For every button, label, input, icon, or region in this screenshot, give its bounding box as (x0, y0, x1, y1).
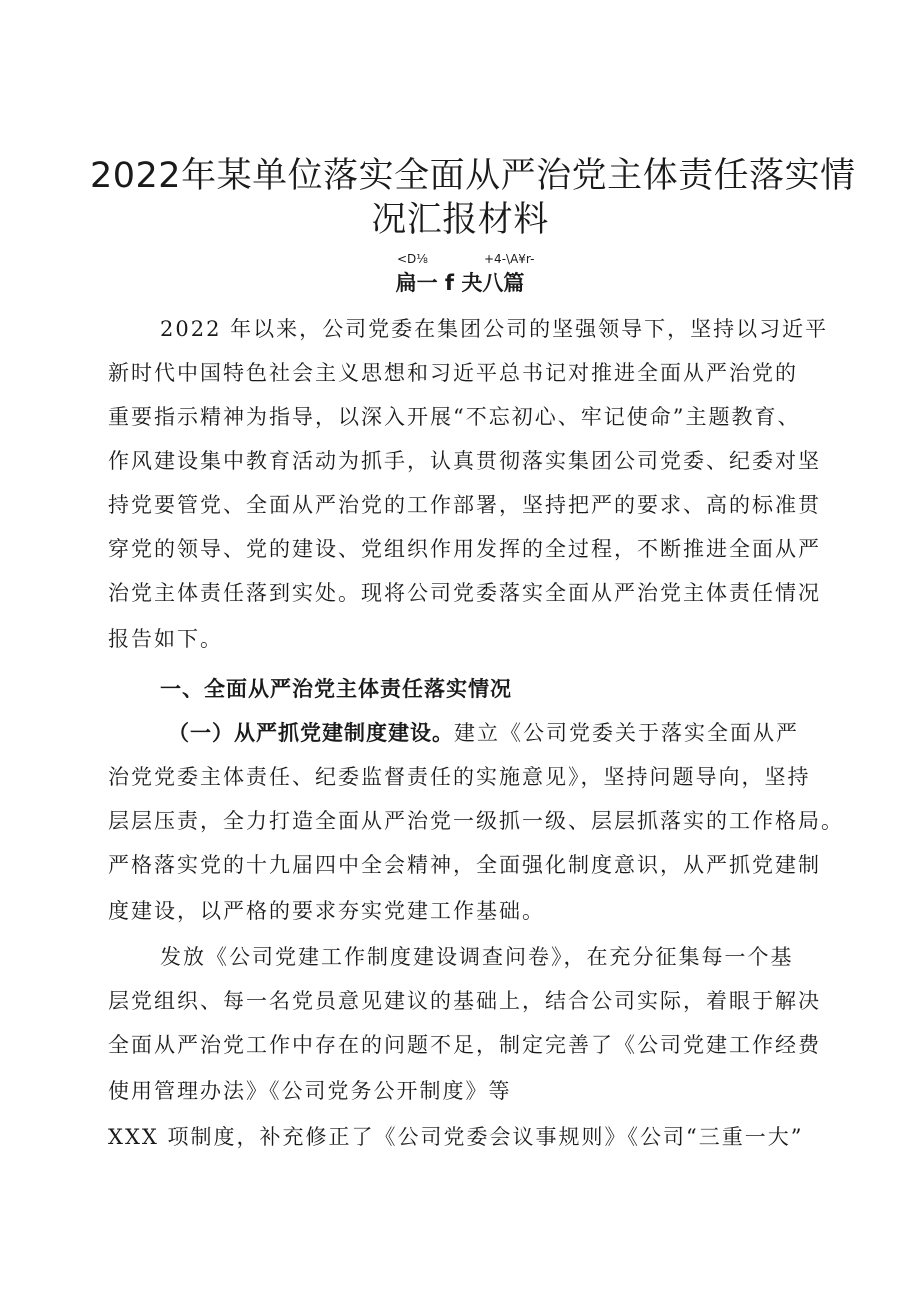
body-line: XXX 项制度，补充修正了《公司党委会议事规则》《公司“三重一大” (108, 1125, 804, 1149)
body-line: 使用管理办法》《公司党务公开制度》等 (108, 1079, 512, 1103)
body-line: 全面从严治党工作中存在的问题不足，制定完善了《公司党建工作经费 (108, 1033, 821, 1057)
document-subtitle: 扁一 f 夬八篇 (395, 271, 525, 295)
body-line: 发放《公司党建工作制度建设调查问卷》，在充分征集每一个基 (160, 945, 794, 969)
body-line: 作风建设集中教育活动为抓手，认真贯彻落实集团公司党委、纪委对坚 (108, 449, 821, 473)
body-line: 2022 年以来，公司党委在集团公司的坚强领导下，坚持以习近平 (160, 317, 829, 341)
document-title-line-1: 2022年某单位落实全面从严治党主体责任落实情 (90, 156, 856, 196)
body-line: 治党主体责任落到实处。现将公司党委落实全面从严治党主体责任情况 (108, 581, 821, 605)
body-line: 严格落实党的十九届四中全会精神，全面强化制度意识，从严抓党建制 (108, 853, 821, 877)
body-line: 新时代中国特色社会主义思想和习近平总书记对推进全面从严治党的 (108, 361, 798, 385)
subsection-line (168, 718, 799, 748)
body-line: 持党要管党、全面从严治党的工作部署，坚持把严的要求、高的标准贯 (108, 493, 821, 517)
subsection-text: 建立《公司党委关于落实全面从严 (454, 721, 799, 745)
body-line: 重要指示精神为指导，以深入开展“不忘初心、牢记使命”主题教育、 (108, 405, 801, 429)
document-title-line-2: 况汇报材料 (371, 200, 549, 240)
section-heading: 一、全面从严治党主体责任落实情况 (160, 677, 512, 701)
body-line: 层党组织、每一名党员意见建议的基础上，结合公司实际，着眼于解决 (108, 989, 821, 1013)
body-line: 度建设，以严格的要求夯实党建工作基础。 (108, 899, 545, 923)
ocr-noise-left: <D⅛ (397, 252, 428, 266)
body-line: 治党党委主体责任、纪委监督责任的实施意见》，坚持问题导向，坚持 (108, 765, 811, 789)
body-line: 层层压责，全力打造全面从严治党一级抓一级、层层抓落实的工作格局。 (108, 809, 844, 833)
ocr-noise-right: +4-\A¥r- (484, 252, 535, 266)
body-line: 穿党的领导、党的建设、党组织作用发挥的全过程，不断推进全面从严 (108, 537, 821, 561)
body-line: 报告如下。 (108, 627, 223, 651)
subsection-heading: （一）从严抓党建制度建设。 (168, 721, 454, 745)
